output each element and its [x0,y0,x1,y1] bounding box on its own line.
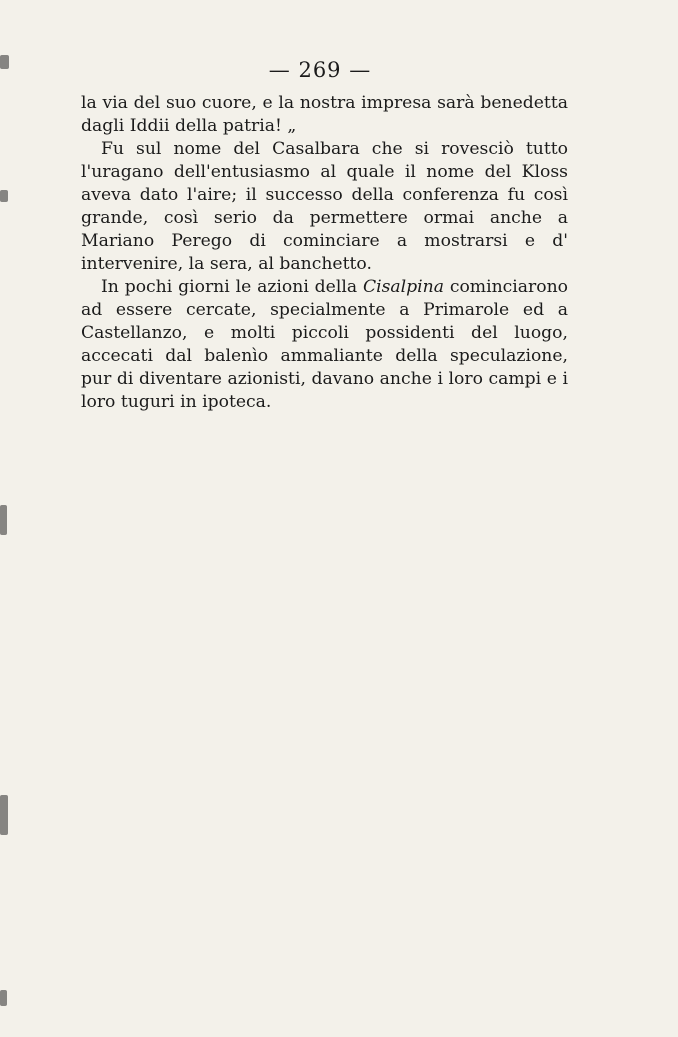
paragraph-1 [81,92,568,138]
company-name-cisalpina: Cisalpina [362,277,444,297]
scan-edge-mark [0,795,8,835]
page-number: — 269 — [268,58,372,82]
scan-edge-mark [0,190,8,202]
paragraph-3-text-start: In pochi giorni le azioni della [101,277,363,297]
scan-edge-mark [0,505,7,535]
paragraph-2-text: Fu sul nome del Casalbara che si rovesciò tutto l'uragano dell'entusiasmo al quale il nome del Kloss aveva dato l'aire; il successo della conferenza fu così grande, così serio da permettere ormai anche a Mariano Perego di cominciare a mostrarsi e d' intervenire, la sera, al banchetto. [81,139,568,274]
paragraph-2 [81,138,568,276]
scan-edge-mark [0,990,7,1006]
paragraph-1-text: la via del suo cuore, e la nostra impresa sarà benedetta dagli Iddii della patria! „ [81,93,568,136]
paragraph-3 [81,276,568,414]
paragraph-3-text-end: cominciarono ad essere cercate, specialmente a Primarole ed a Castellanzo, e molti piccoli possidenti del luogo, accecati dal balenìo ammaliante della speculazione, pur di diventare azionisti, davano anche i loro campi e i loro tuguri in ipoteca. [81,277,569,412]
body-text [81,92,568,414]
